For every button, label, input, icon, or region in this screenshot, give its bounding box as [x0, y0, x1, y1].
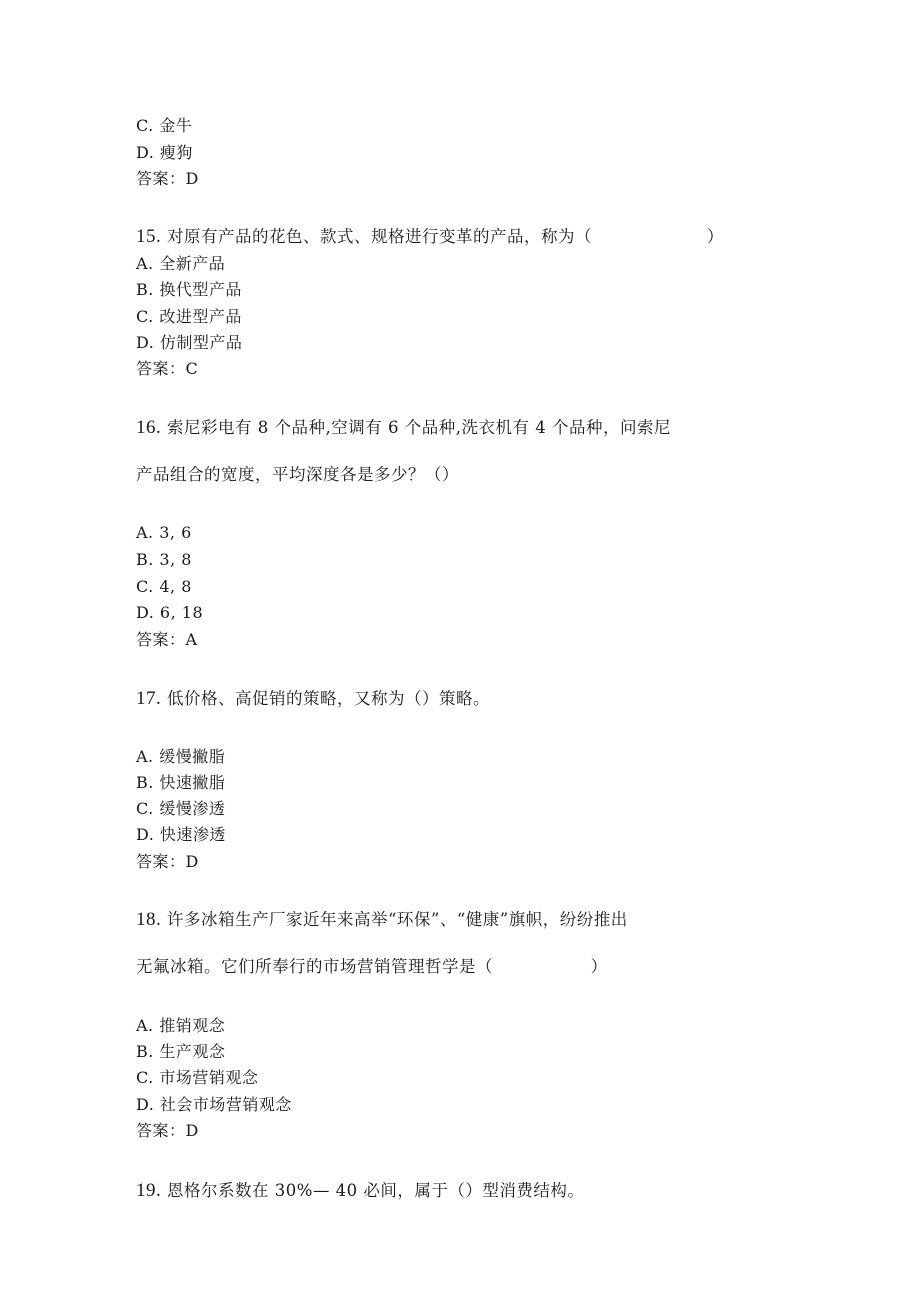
option-b: B. 生产观念 [136, 1042, 226, 1061]
option-a: A. 全新产品 [136, 254, 226, 273]
option-c: C. 市场营销观念 [136, 1068, 259, 1087]
option-c: C. 缓慢渗透 [136, 799, 226, 818]
question-16-stem: 16. 索尼彩电有 8 个品种,空调有 6 个品种,洗衣机有 4 个品种，问索尼 [136, 417, 671, 438]
question-number: 19. [136, 1180, 162, 1201]
answer: 答案：D [136, 169, 199, 188]
option-a: A. 3, 6 [136, 523, 192, 542]
option-a: A. 推销观念 [136, 1016, 226, 1035]
option-c: C. 金牛 [136, 116, 193, 135]
answer: 答案：D [136, 1121, 199, 1140]
question-number: 17. [136, 688, 162, 709]
option-c: C. 4, 8 [136, 577, 192, 596]
option-c: C. 改进型产品 [136, 307, 242, 326]
question-18-stem-cont: 无氟冰箱。它们所奉行的市场营销管理哲学是（ ） [136, 957, 608, 976]
question-15-stem: 15. 对原有产品的花色、款式、规格进行变革的产品，称为（ ） [136, 226, 724, 247]
option-d: D. 快速渗透 [136, 825, 226, 844]
answer: 答案：A [136, 630, 198, 649]
option-d: D. 社会市场营销观念 [136, 1095, 292, 1114]
question-number: 16. [136, 417, 162, 438]
option-d: D. 6, 18 [136, 603, 204, 622]
question-19-stem: 19. 恩格尔系数在 30%— 40 必间，属于（）型消费结构。 [136, 1180, 585, 1201]
answer: 答案：C [136, 359, 199, 378]
option-a: A. 缓慢撇脂 [136, 747, 226, 766]
answer: 答案：D [136, 852, 199, 871]
option-b: B. 3, 8 [136, 550, 192, 569]
option-b: B. 换代型产品 [136, 280, 242, 299]
question-number: 15. [136, 226, 162, 247]
option-d: D. 仿制型产品 [136, 333, 243, 352]
question-17-stem: 17. 低价格、高促销的策略，又称为（）策略。 [136, 688, 490, 709]
question-18-stem: 18. 许多冰箱生产厂家近年来高举“环保”、“健康”旗帜，纷纷推出 [136, 909, 628, 930]
question-number: 18. [136, 909, 162, 930]
question-16-stem-cont: 产品组合的宽度，平均深度各是多少？（） [136, 465, 459, 484]
option-d: D. 瘦狗 [136, 143, 193, 162]
option-b: B. 快速撇脂 [136, 773, 226, 792]
